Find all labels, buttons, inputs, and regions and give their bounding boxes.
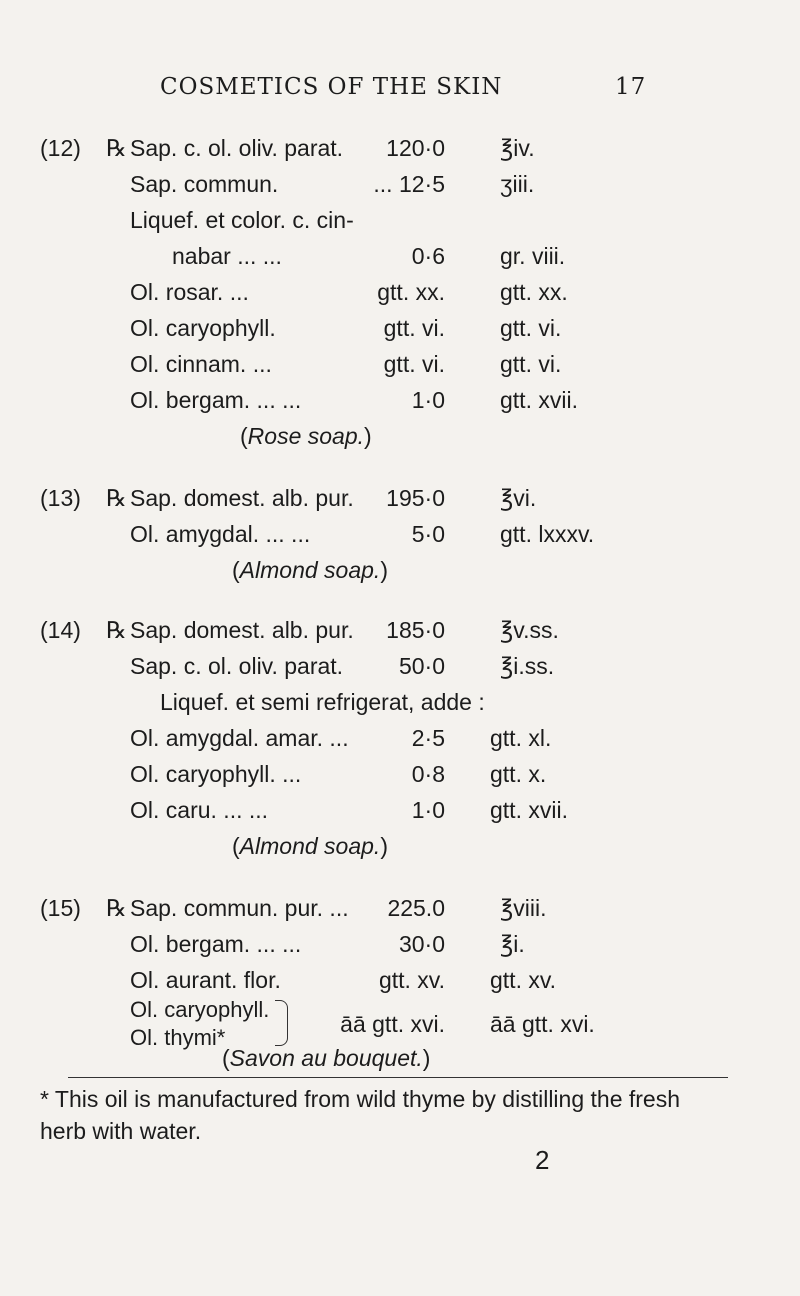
footnote: * This oil is manufactured from wild thyme by distilling the fresh herb with water. (40, 1086, 681, 1144)
ingredient-metric: gtt. vi. (383, 315, 445, 341)
recipe-number: (15) (40, 895, 81, 921)
ingredient-name: Ol. aurant. flor. (130, 967, 281, 993)
ingredient-apothecary: ℥iv. (500, 135, 535, 161)
ingredient-apothecary: ℥vi. (500, 485, 537, 511)
ingredient-apothecary: gtt. vi. (500, 315, 562, 341)
ingredient-apothecary: gtt. x. (490, 761, 547, 787)
ingredient-name: Ol. thymi* (130, 1025, 226, 1050)
ingredient-name: Sap. domest. alb. pur. (130, 485, 354, 511)
ingredient-metric: gtt. xv. (378, 967, 445, 993)
ingredient-metric: gtt. vi. (383, 351, 445, 377)
ingredient-metric: 50·0 (398, 653, 445, 679)
ingredient-metric: 185·0 (386, 617, 445, 643)
ingredient-metric: 5·0 (411, 521, 445, 547)
ingredient-apothecary: āā gtt. xvi. (490, 1011, 595, 1037)
ingredient-name: Sap. c. ol. oliv. parat. (130, 135, 344, 161)
recipe-caption: (Almond soap.) (232, 833, 388, 859)
caption-text: Almond soap. (239, 833, 381, 859)
recipe-symbol: ℞ (106, 895, 127, 921)
ingredient-apothecary: gtt. xv. (490, 967, 557, 993)
recipe-caption: (Rose soap.) (240, 423, 372, 449)
ingredient-name: Sap. domest. alb. pur. (130, 617, 354, 643)
ingredient-name: Ol. caryophyll. (130, 315, 276, 341)
ingredient-apothecary: gtt. xx. (500, 279, 568, 305)
recipe-caption: (Almond soap.) (232, 557, 388, 583)
ingredient-metric: gtt. xx. (377, 279, 445, 305)
ingredient-name: Ol. caryophyll. ... (130, 761, 302, 787)
ingredient-apothecary: gtt. xvii. (490, 797, 568, 823)
ingredient-metric: 2·5 (411, 725, 445, 751)
ingredient-name: Sap. commun. pur. ... (130, 895, 349, 921)
ingredient-name: Ol. bergam. ... ... (130, 387, 302, 413)
recipe-symbol: ℞ (106, 485, 127, 511)
ingredient-name: Ol. amygdal. amar. ... (130, 725, 349, 751)
caption-text: Savon au bouquet. (229, 1045, 423, 1071)
recipe-number: (12) (40, 135, 81, 161)
ingredient-metric: 225.0 (387, 895, 445, 921)
ingredient-apothecary: ℥viii. (500, 895, 547, 921)
ingredient-name: Ol. amygdal. ... ... (130, 521, 311, 547)
ingredient-apothecary: ℥i. (500, 931, 525, 957)
caption-text: Almond soap. (239, 557, 381, 583)
ingredient-name: Ol. rosar. ... (130, 279, 249, 305)
ingredient-apothecary: ʒiii. (500, 171, 535, 197)
ingredient-metric: 195·0 (386, 485, 445, 511)
recipe-symbol: ℞ (106, 135, 127, 161)
recipe-symbol: ℞ (106, 617, 127, 643)
footnote-divider (68, 1077, 728, 1078)
ingredient-name: Ol. caryophyll. (130, 997, 270, 1022)
ingredient-name: Ol. bergam. ... ... (130, 931, 302, 957)
running-header (160, 74, 800, 108)
ingredient-metric: 0·8 (411, 761, 445, 787)
page-number: 17 (615, 74, 647, 100)
recipe-number: (14) (40, 617, 81, 643)
ingredient-apothecary: ℥v.ss. (500, 617, 559, 643)
ingredient-name: Liquef. et color. c. cin- (130, 207, 354, 233)
ingredient-metric: āā gtt. xvi. (340, 1011, 445, 1037)
instruction-line: Liquef. et semi refrigerat, adde : (160, 689, 485, 715)
ingredient-metric: 30·0 (398, 931, 445, 957)
ingredient-name: nabar ... ... (172, 243, 282, 269)
ingredient-name: Sap. commun. (130, 171, 279, 197)
ingredient-apothecary: gtt. vi. (500, 351, 562, 377)
caption-text: Rose soap. (247, 423, 365, 449)
recipe-number: (13) (40, 485, 81, 511)
ingredient-apothecary: gr. viii. (500, 243, 566, 269)
ingredient-apothecary: gtt. xvii. (500, 387, 578, 413)
ingredient-apothecary: gtt. xl. (490, 725, 552, 751)
ingredient-metric: 0·6 (411, 243, 445, 269)
running-title: COSMETICS OF THE SKIN (160, 74, 503, 100)
ingredient-apothecary: gtt. lxxxv. (500, 521, 595, 547)
ingredient-metric: 1·0 (411, 797, 445, 823)
ingredient-metric: 1·0 (411, 387, 445, 413)
ingredient-name: Ol. cinnam. ... (130, 351, 272, 377)
ingredient-name: Ol. caru. ... ... (130, 797, 269, 823)
recipe-caption: (Savon au bouquet.) (222, 1045, 431, 1071)
ingredient-metric: ... 12·5 (373, 171, 445, 197)
signature-mark: 2 (535, 1145, 550, 1175)
ingredient-name: Sap. c. ol. oliv. parat. (130, 653, 344, 679)
ingredient-metric: 120·0 (386, 135, 445, 161)
ingredient-apothecary: ℥i.ss. (500, 653, 555, 679)
